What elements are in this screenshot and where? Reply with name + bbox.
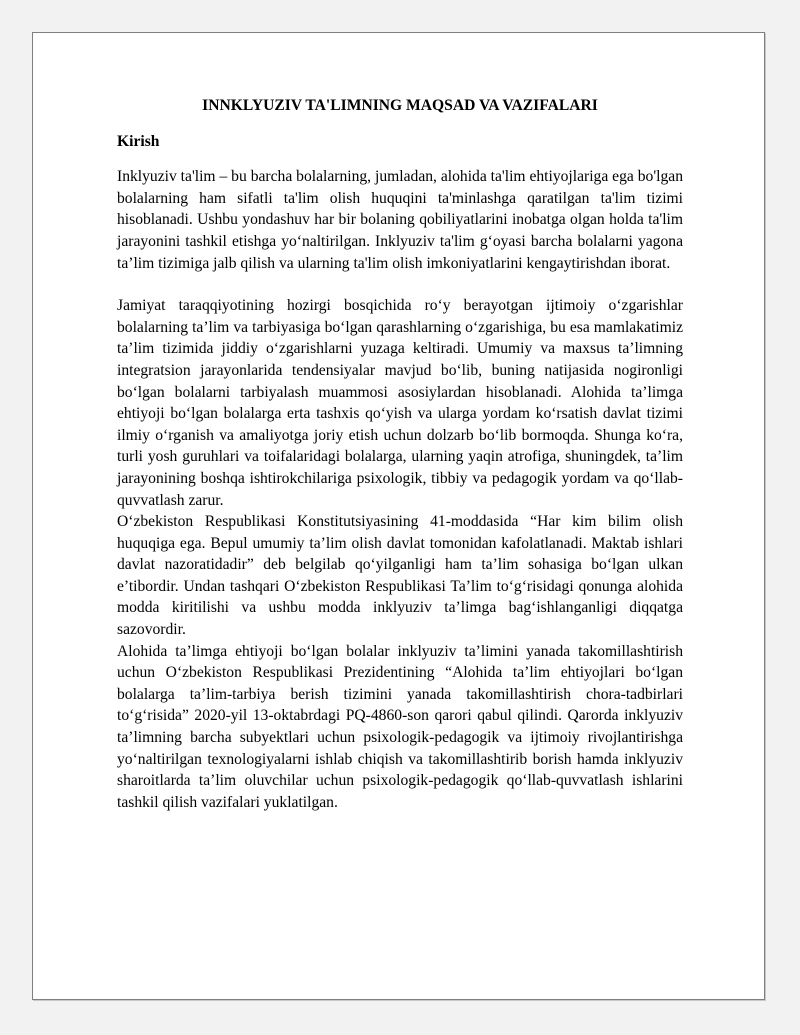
document-body [117, 95, 683, 813]
section-heading: Kirish [117, 132, 160, 150]
paragraph: Inklyuziv ta'lim – bu barcha bolalarning, jumladan, alohida ta'lim ehtiyojlariga ega bo'lgan bolalarning ham sifatli ta'lim olish huquqini ta'minlashga qaratilgan ta'lim tizimi hisoblanadi. Ushbu yondashuv har bir bolaning qobiliyatlarini inobatga olgan holda ta'lim jarayonini tashkil etishga yo‘naltirilgan. Inklyuziv ta'lim g‘oyasi barcha bolalarni yagona ta’lim tizimiga jalb qilish va ularning ta'lim olish imkoniyatlarini kengaytirishdan iborat. [117, 168, 683, 272]
paragraph: Jamiyat taraqqiyotining hozirgi bosqichida ro‘y berayotgan ijtimoiy o‘zgarishlar bolalarning ta’lim va tarbiyasiga bo‘lgan qarashlarning o‘zgarishiga, bu esa mamlakatimiz ta’lim tizimida jiddiy o‘zgarishlarni yuzaga keltiradi. Umumiy va maxsus ta’limning integratsion jarayonlarida tendensiyalar mavjud bo‘lib, buning natijasida nogironligi bo‘lgan bolalarni tarbiyalash muammosi asosiylardan hisoblanadi. Alohida ta’limga ehtiyoji bo‘lgan bolalarga erta tashxis qo‘yish va ularga yordam ko‘rsatish davlat tizimi ilmiy o‘rganish va amaliyotga joriy etish uchun dolzarb bo‘lib bormoqda. Shunga ko‘ra, turli yosh guruhlari va toifalaridagi bolalarga, ularning yaqin atrofiga, shuningdek, ta’lim jarayonining boshqa ishtirokchilariga psixologik, tibbiy va pedagogik yordam va qo‘llab-quvvatlash zarur. [117, 297, 683, 509]
paragraph: Alohida ta’limga ehtiyoji bo‘lgan bolalar inklyuziv ta’limini yanada takomillashtirish uchun O‘zbekiston Respublikasi Prezidentining “Alohida ta’lim ehtiyojlari bo‘lgan bolalarga ta’lim-tarbiya berish tizimini yanada takomillashtirish chora-tadbirlari to‘g‘risida” 2020-yil 13-oktabrdagi PQ-4860-son qarori qabul qilindi. Qarorda inklyuziv ta’limning barcha subyektlari uchun psixologik-pedagogik va ijtimoiy rivojlantirishga yo‘naltirilgan texnologiyalarni ishlab chiqish va takomillashtirib borish hamda inklyuziv sharoitlarda ta’lim oluvchilar uchun psixologik-pedagogik qo‘llab-quvvatlash ishlarini tashkil qilish vazifalari yuklatilgan. [117, 642, 683, 811]
paragraph: O‘zbekiston Respublikasi Konstitutsiyasining 41-moddasida “Har kim bilim olish huquqiga ega. Bepul umumiy ta’lim olish davlat tomonidan kafolatlanadi. Maktab ishlari davlat nazoratidadir” deb belgilab qo‘yilganligi ham ta’lim sohasiga bo‘lgan ulkan e’tibordir. Undan tashqari O‘zbekiston Respublikasi Ta’lim to‘g‘risidagi qonunga alohida modda kiritilishi va ushbu modda inklyuziv ta’limga bag‘ishlanganligi diqqatga sazovordir. [117, 513, 683, 639]
document-title: INNKLYUZIV TA'LIMNING MAQSAD VA VAZIFALARI [202, 97, 598, 114]
document-page [32, 32, 765, 1000]
